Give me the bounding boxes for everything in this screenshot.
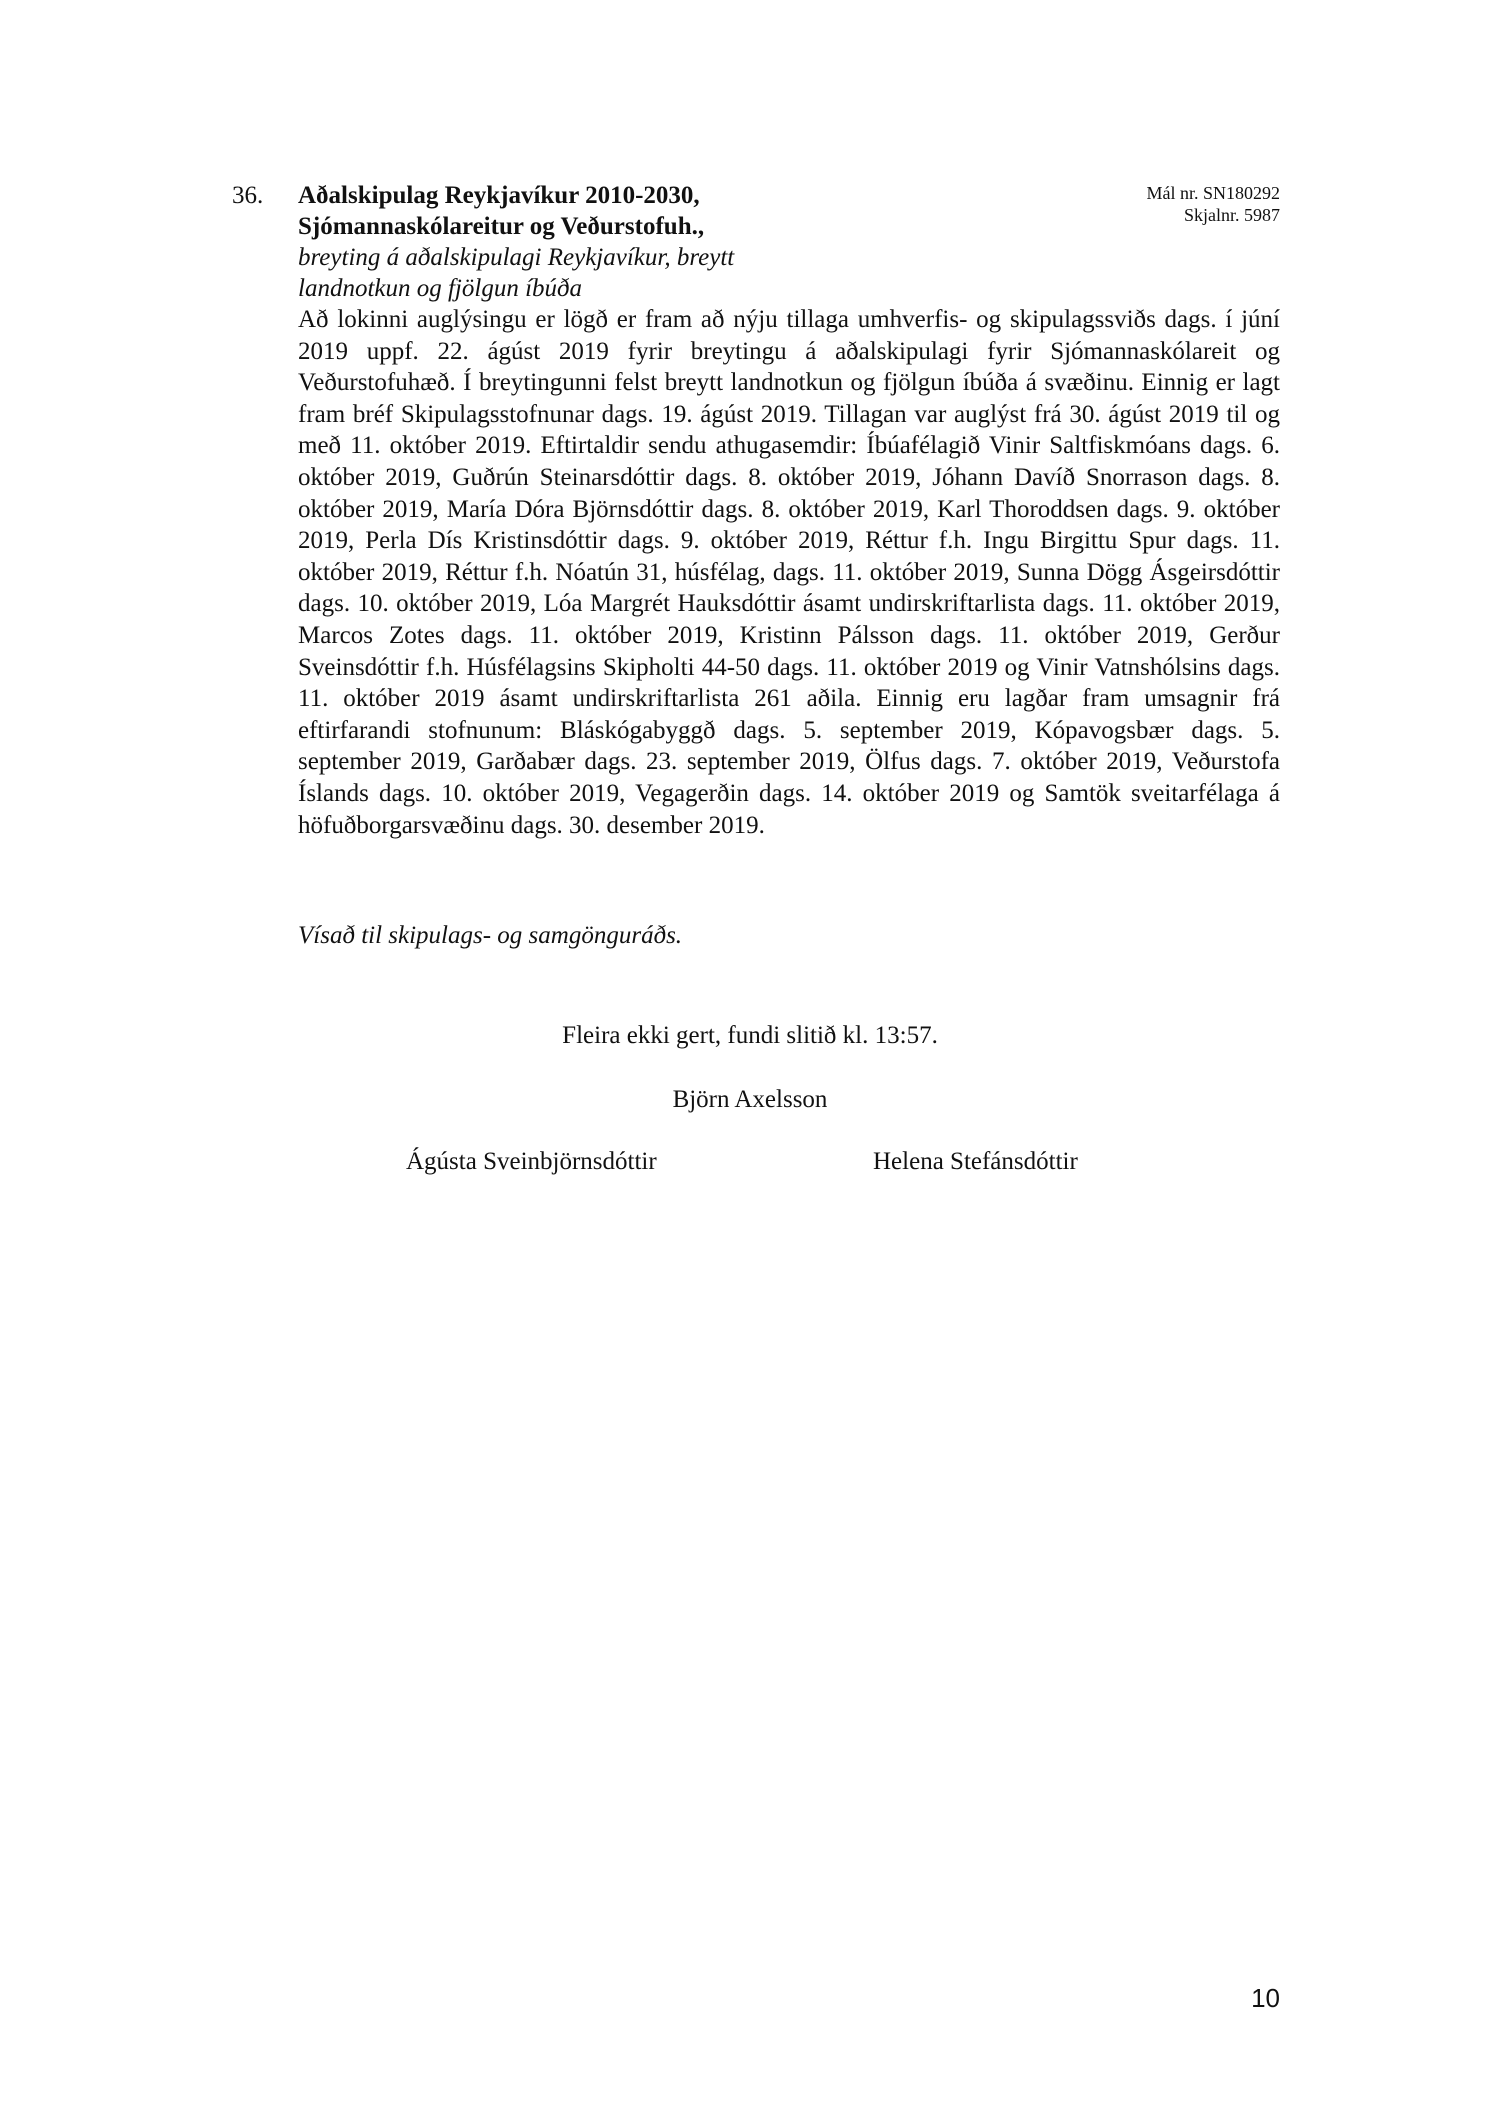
referral-note: Vísað til skipulags- og samgönguráðs. <box>298 922 683 949</box>
signatory-right: Helena Stefánsdóttir <box>873 1148 1078 1175</box>
item-title-line-1: Aðalskipulag Reykjavíkur 2010-2030, <box>298 182 700 209</box>
item-subtitle-line-1: breyting á aðalskipulagi Reykjavíkur, breytt <box>298 244 735 271</box>
item-header <box>298 180 858 304</box>
item-subtitle-line-2: landnotkun og fjölgun íbúða <box>298 275 583 302</box>
signatory-chair: Björn Axelsson <box>672 1086 828 1113</box>
signatory-left: Ágústa Sveinbjörnsdóttir <box>406 1148 657 1175</box>
case-number: Mál nr. SN180292 <box>1146 183 1280 203</box>
item-title-line-2: Sjómannaskólareitur og Veðurstofuh., <box>298 213 705 240</box>
item-number: 36. <box>232 182 264 209</box>
page-number: 10 <box>1251 1983 1280 2013</box>
document-number: Skjalnr. 5987 <box>1183 205 1280 225</box>
item-body-text: Að lokinni auglýsingu er lögð er fram að nýju tillaga umhverfis- og skipulagssviðs dags. í júní 2019 uppf. 22. ágúst 2019 fyrir breytingu á aðalskipulagi fyrir Sjómannaskólareit og Veðurstofuhæð. Í breytingunni felst breytt landnotkun og fjölgun íbúða á svæðinu. Einnig er lagt fram bréf Skipulagsstofnunar dags. 19. ágúst 2019. Tillagan var auglýst frá 30. ágúst 2019 til og með 11. október 2019. Eftirtaldir sendu athugasemdir: Íbúafélagið Vinir Saltfiskmóans dags. 6. október 2019, Guðrún Steinarsdóttir dags. 8. október 2019, Jóhann Davíð Snorrason dags. 8. október 2019, María Dóra Björnsdóttir dags. 8. október 2019, Karl Thoroddsen dags. 9. október 2019, Perla Dís Kristinsdóttir dags. 9. október 2019, Réttur f.h. Ingu Birgittu Spur dags. 11. október 2019, Réttur f.h. Nóatún 31, húsfélag, dags. 11. október 2019, Sunna Dögg Ásgeirsdóttir dags. 10. október 2019, Lóa Margrét Hauksdóttir ásamt undirskriftarlista dags. 11. október 2019, Marcos Zotes dags. 11. október 2019, Kristinn Pálsson dags. 11. október 2019, Gerður Sveinsdóttir f.h. Húsfélagsins Skipholti 44-50 dags. 11. október 2019 og Vinir Vatnshólsins dags. 11. október 2019 ásamt undirskriftarlista 261 aðila. Einnig eru lagðar fram umsagnir frá eftirfarandi stofnunum: Bláskógabyggð dags. 5. september 2019, Kópavogsbær dags. 5. september 2019, Garðabær dags. 23. september 2019, Ölfus dags. 7. október 2019, Veðurstofa Íslands dags. 10. október 2019, Vegagerðin dags. 14. október 2019 og Samtök sveitarfélaga á höfuðborgarsvæðinu dags. 30. desember 2019. <box>298 306 1280 839</box>
case-references <box>1146 182 1280 226</box>
closing-statement: Fleira ekki gert, fundi slitið kl. 13:57. <box>562 1022 938 1049</box>
